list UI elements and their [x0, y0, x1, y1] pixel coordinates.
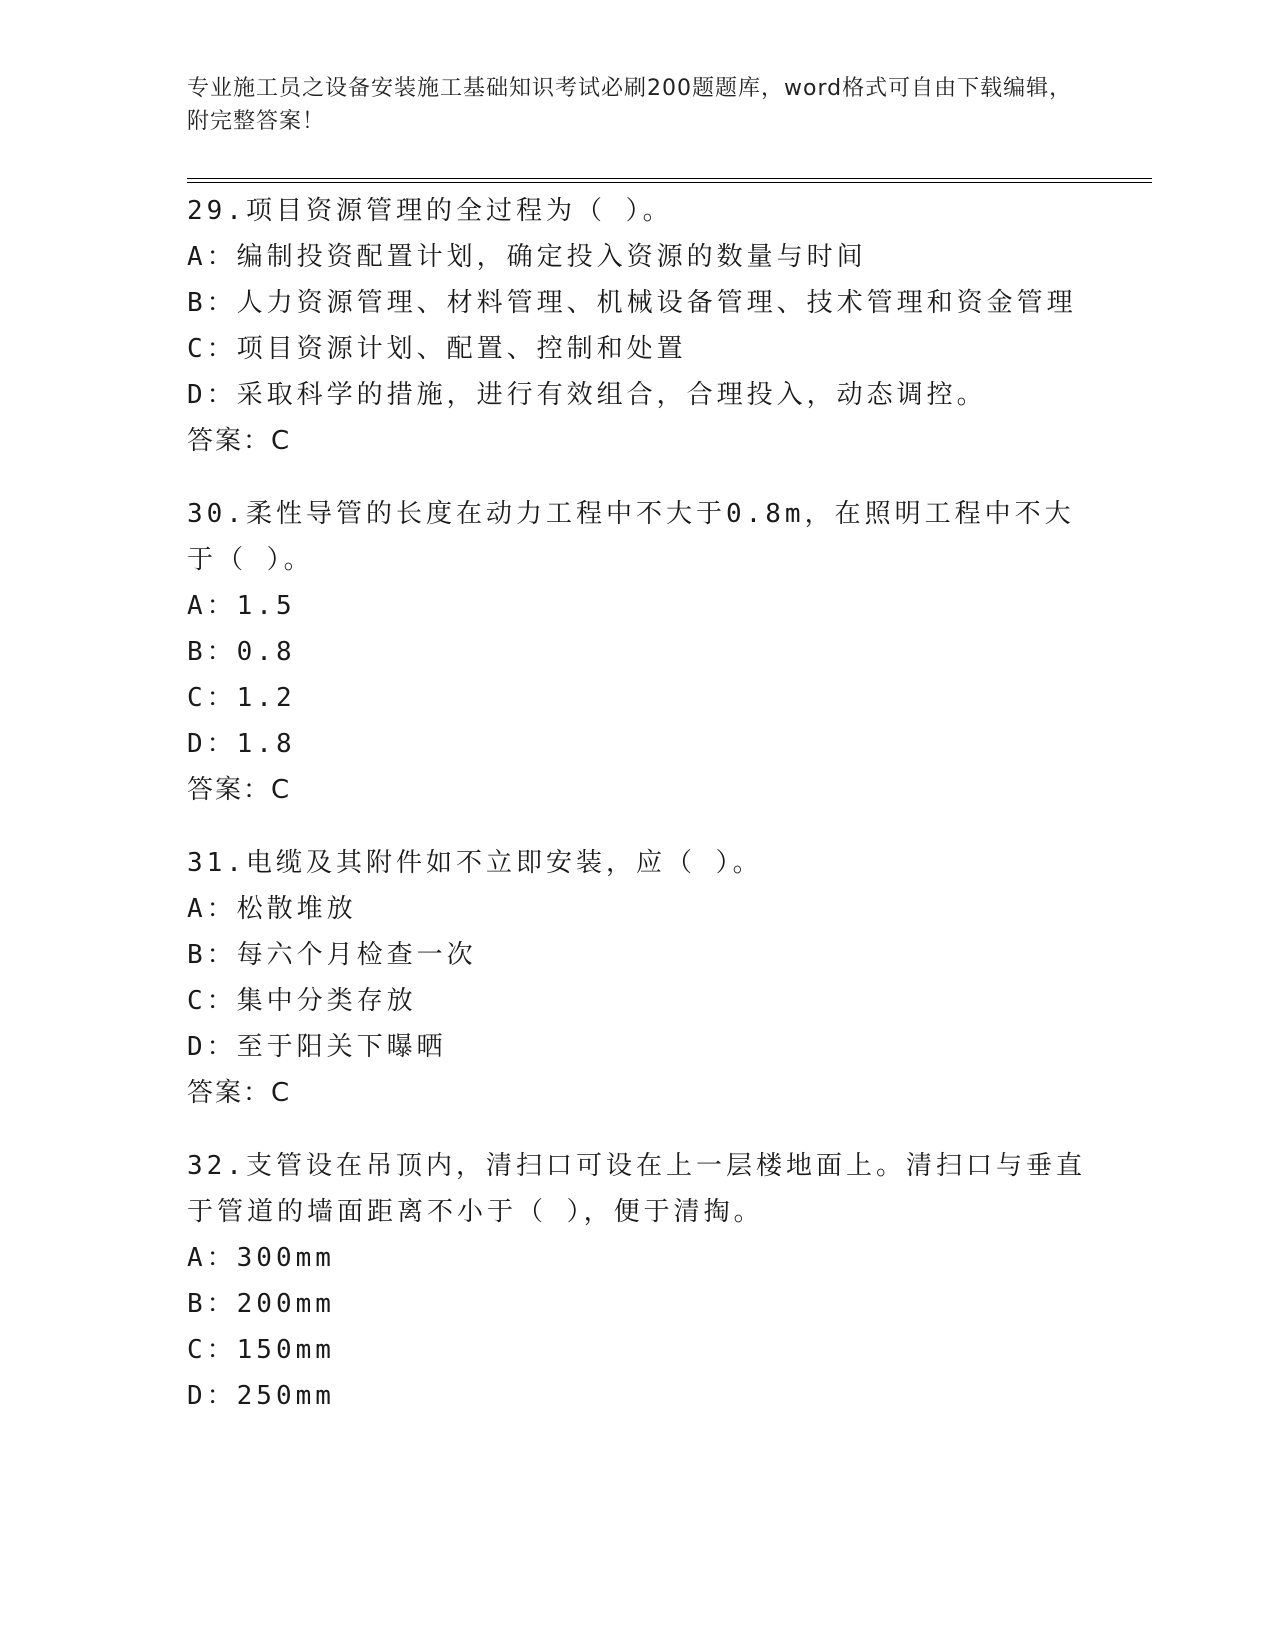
- answer: 答案：C: [187, 775, 292, 805]
- question-32: [187, 1143, 1087, 1419]
- answer: 答案：C: [187, 426, 292, 456]
- option-a: A：300mm: [187, 1243, 335, 1273]
- answer: 答案：C: [187, 1078, 292, 1108]
- option-d: D：至于阳关下曝晒: [187, 1032, 447, 1062]
- question-stem: 31.电缆及其附件如不立即安装，应（ ）。: [187, 848, 763, 878]
- option-c: C：150mm: [187, 1335, 335, 1365]
- document-header: 专业施工员之设备安装施工基础知识考试必刷200题题库，word格式可自由下载编辑，附完整答案！: [187, 76, 1073, 134]
- question-31: [187, 840, 1087, 1116]
- option-c: C：1.2: [187, 683, 296, 713]
- option-c: C：项目资源计划、配置、控制和处置: [187, 334, 687, 364]
- question-29: [187, 188, 1087, 464]
- option-d: D：250mm: [187, 1381, 335, 1411]
- option-b: B：200mm: [187, 1289, 335, 1319]
- question-stem: 30.柔性导管的长度在动力工程中不大于0.8m，在照明工程中不大于（ ）。: [187, 499, 1075, 575]
- option-b: B：0.8: [187, 637, 296, 667]
- option-b: B：人力资源管理、材料管理、机械设备管理、技术管理和资金管理: [187, 288, 1077, 318]
- option-a: A：1.5: [187, 591, 296, 621]
- option-a: A：编制投资配置计划，确定投入资源的数量与时间: [187, 242, 867, 272]
- option-a: A：松散堆放: [187, 894, 357, 924]
- question-stem: 29.项目资源管理的全过程为（ ）。: [187, 196, 673, 226]
- question-stem: 32.支管设在吊顶内，清扫口可设在上一层楼地面上。清扫口与垂直于管道的墙面距离不小于（ ），便于清掏。: [187, 1151, 1086, 1227]
- question-30: [187, 491, 1087, 813]
- option-b: B：每六个月检查一次: [187, 940, 477, 970]
- option-d: D：1.8: [187, 729, 296, 759]
- header-divider: [187, 178, 1152, 183]
- option-c: C：集中分类存放: [187, 986, 417, 1016]
- question-list: [187, 188, 1087, 1446]
- option-d: D：采取科学的措施，进行有效组合，合理投入，动态调控。: [187, 380, 987, 410]
